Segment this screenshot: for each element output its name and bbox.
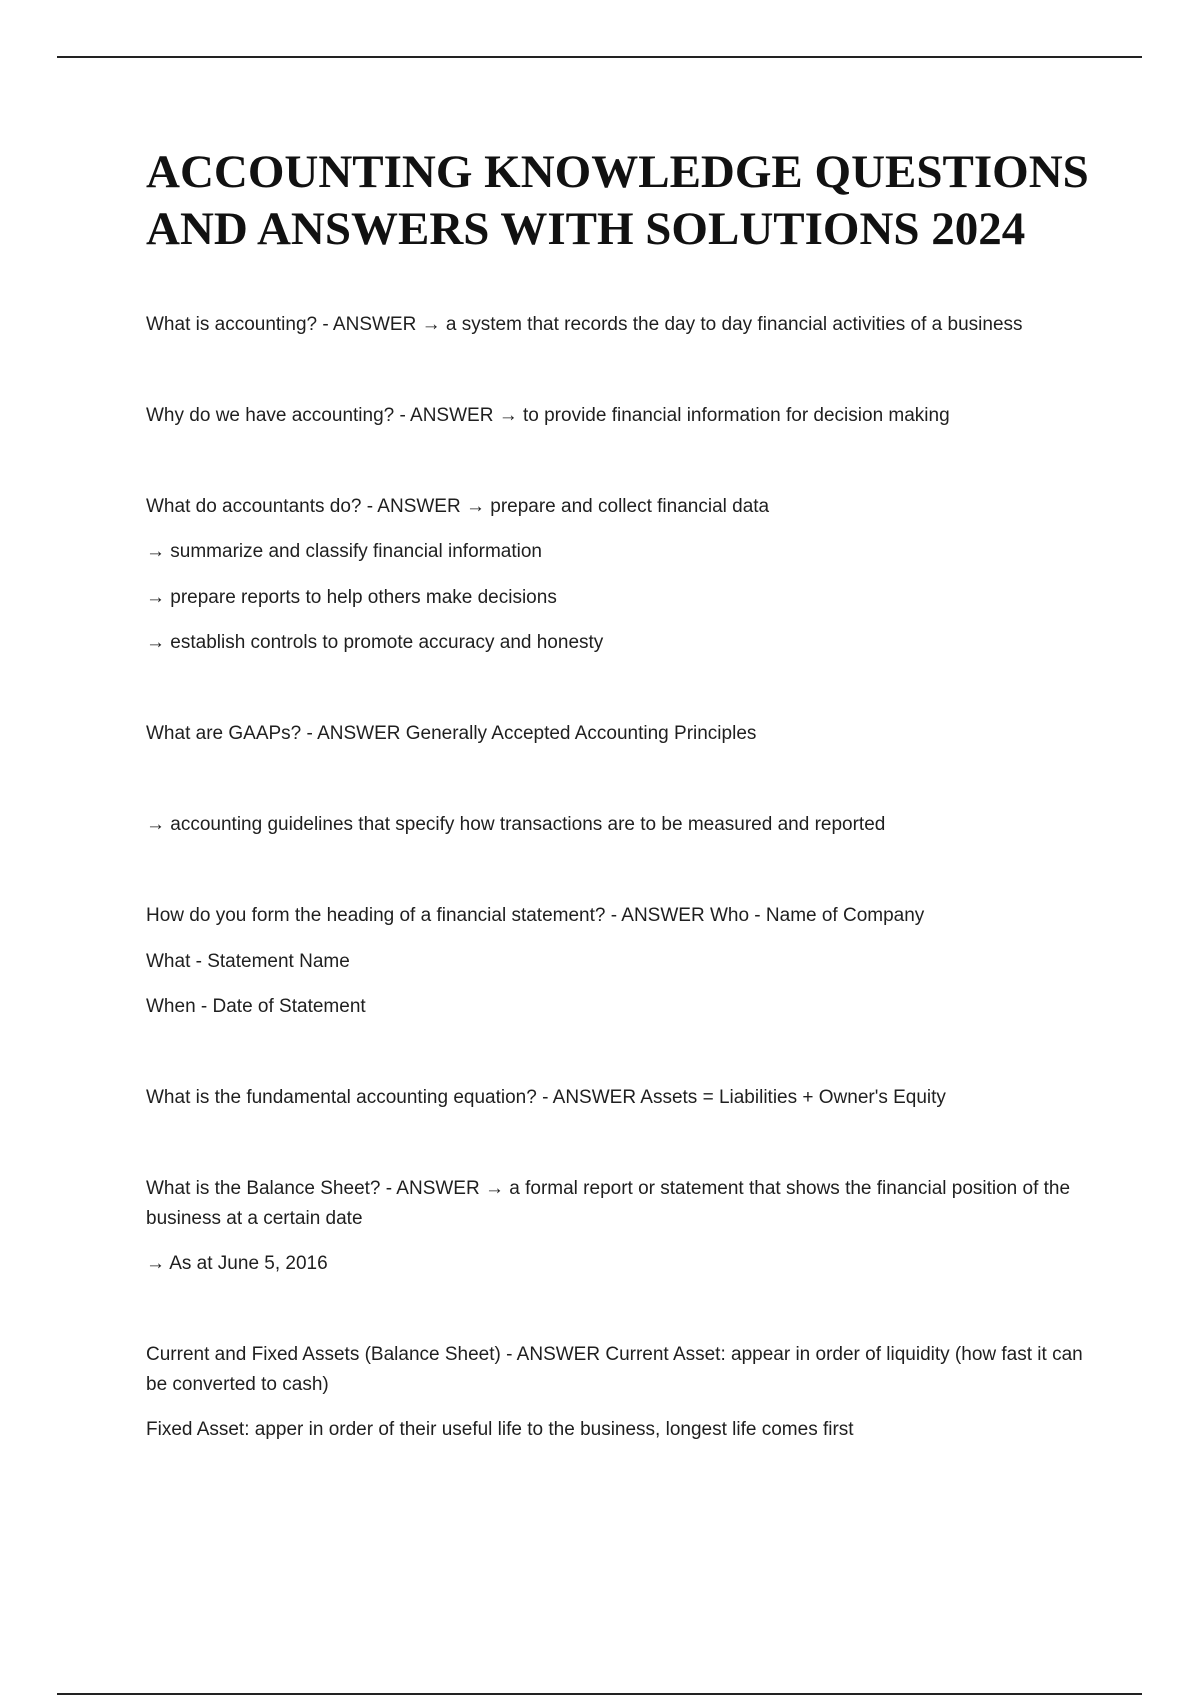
qa-line: When - Date of Statement bbox=[146, 996, 366, 1017]
qa-line: What are GAAPs? - ANSWER Generally Accepted Accounting Principles bbox=[146, 723, 757, 744]
qa-line: → prepare reports to help others make decisions bbox=[146, 587, 557, 608]
bottom-rule bbox=[57, 1693, 1142, 1695]
qa-line: How do you form the heading of a financial statement? - ANSWER Who - Name of Company bbox=[146, 905, 925, 926]
qa-line: What is the Balance Sheet? - ANSWER → a formal report or statement that shows the financial position of the business at a certain date bbox=[146, 1178, 1071, 1229]
qa-line: What do accountants do? - ANSWER → prepare and collect financial data bbox=[146, 496, 770, 517]
qa-line: → summarize and classify financial information bbox=[146, 541, 542, 562]
page-title: ACCOUNTING KNOWLEDGE QUESTIONS AND ANSWERS WITH SOLUTIONS 2024 bbox=[146, 146, 1089, 255]
qa-line: Current and Fixed Assets (Balance Sheet) - ANSWER Current Asset: appear in order of liquidity (how fast it can be converted to cash) bbox=[146, 1344, 1083, 1395]
qa-line: → As at June 5, 2016 bbox=[146, 1253, 328, 1274]
qa-line: → accounting guidelines that specify how transactions are to be measured and reported bbox=[146, 814, 886, 835]
qa-line: → establish controls to promote accuracy and honesty bbox=[146, 632, 604, 653]
qa-line: Why do we have accounting? - ANSWER → to provide financial information for decision making bbox=[146, 405, 950, 426]
qa-line: What is accounting? - ANSWER → a system that records the day to day financial activities of a business bbox=[146, 314, 1023, 335]
qa-line: What is the fundamental accounting equation? - ANSWER Assets = Liabilities + Owner's Equity bbox=[146, 1087, 946, 1108]
top-rule bbox=[57, 56, 1142, 58]
qa-line: Fixed Asset: apper in order of their useful life to the business, longest life comes first bbox=[146, 1419, 854, 1440]
qa-line: What - Statement Name bbox=[146, 951, 350, 972]
